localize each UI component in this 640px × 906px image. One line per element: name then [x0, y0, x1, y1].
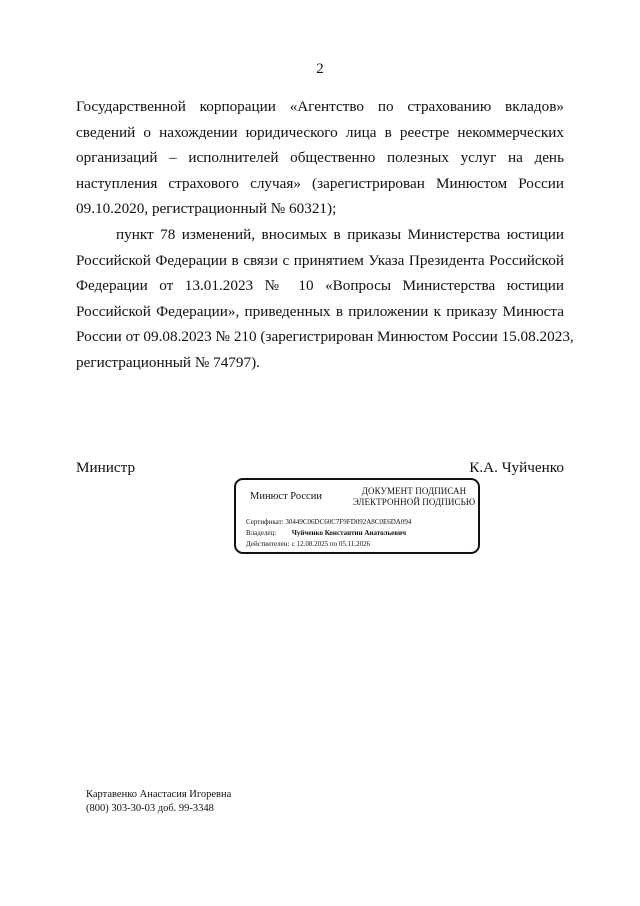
stamp-valid-to-prefix: по	[329, 540, 338, 548]
paragraph-2-line: Российской Федерации», приведенных в приложении к приказу Минюста	[76, 302, 564, 320]
stamp-validity-row	[246, 539, 411, 550]
stamp-owner-row	[246, 528, 411, 539]
paragraph-1-line: 09.10.2020, регистрационный № 60321);	[76, 200, 337, 217]
paragraph-2-line: Федерации от 13.01.2023 № 10 «Вопросы Министерства юстиции	[76, 277, 564, 294]
stamp-status-line-1: ДОКУМЕНТ ПОДПИСАН	[361, 486, 467, 496]
stamp-details	[246, 517, 411, 550]
stamp-valid-from: 12.08.2025	[296, 540, 329, 548]
paragraph-2-line: пункт 78 изменений, вносимых в приказы Министерства юстиции	[116, 226, 564, 243]
stamp-status	[350, 486, 478, 508]
paragraph-2-line: Российской Федерации в связи с принятием Указа Президента Российской	[76, 251, 564, 269]
stamp-certificate-value: 30449C06DC60C7F9FD092A8C0E6DA094	[285, 518, 412, 526]
paragraph-2	[76, 222, 574, 375]
stamp-valid-from-prefix: с	[291, 540, 295, 548]
contact-phone: (800) 303-30-03 доб. 99-3348	[86, 802, 214, 814]
paragraph-1-line: сведений о нахождении юридического лица в реестре некоммерческих	[76, 123, 564, 141]
stamp-certificate-label: Сертификат:	[246, 518, 284, 526]
stamp-status-line-2: ЭЛЕКТРОННОЙ ПОДПИСЬЮ	[352, 497, 476, 507]
signer-name: К.А. Чуйченко	[469, 459, 564, 476]
paragraph-2-line: России от 09.08.2023 № 210 (зарегистрирован Минюстом России 15.08.2023,	[76, 328, 574, 345]
stamp-owner-label: Владелец:	[246, 529, 277, 537]
stamp-certificate-row	[246, 517, 411, 528]
signer-title: Министр	[76, 459, 136, 476]
stamp-valid-to: 05.11.2026	[338, 540, 371, 548]
paragraph-1-line: организаций – исполнителей общественно полезных услуг на день	[76, 149, 564, 166]
contact-name: Картавенко Анастасия Игоревна	[86, 789, 232, 800]
page-number: 2	[316, 61, 324, 77]
stamp-organization: Минюст России	[250, 491, 322, 502]
stamp-valid-label: Действителен:	[246, 540, 290, 548]
stamp-owner-value: Чуйченко Константин Анатольевич	[291, 529, 407, 537]
contact-block	[86, 788, 231, 815]
paragraph-1	[76, 94, 564, 222]
paragraph-1-line: Государственной корпорации «Агентство по страхованию вкладов»	[76, 98, 564, 115]
paragraph-2-line: регистрационный № 74797).	[76, 353, 260, 371]
electronic-signature-stamp	[234, 478, 480, 554]
paragraph-1-line: наступления страхового случая» (зарегистрирован Минюстом России	[76, 174, 564, 192]
